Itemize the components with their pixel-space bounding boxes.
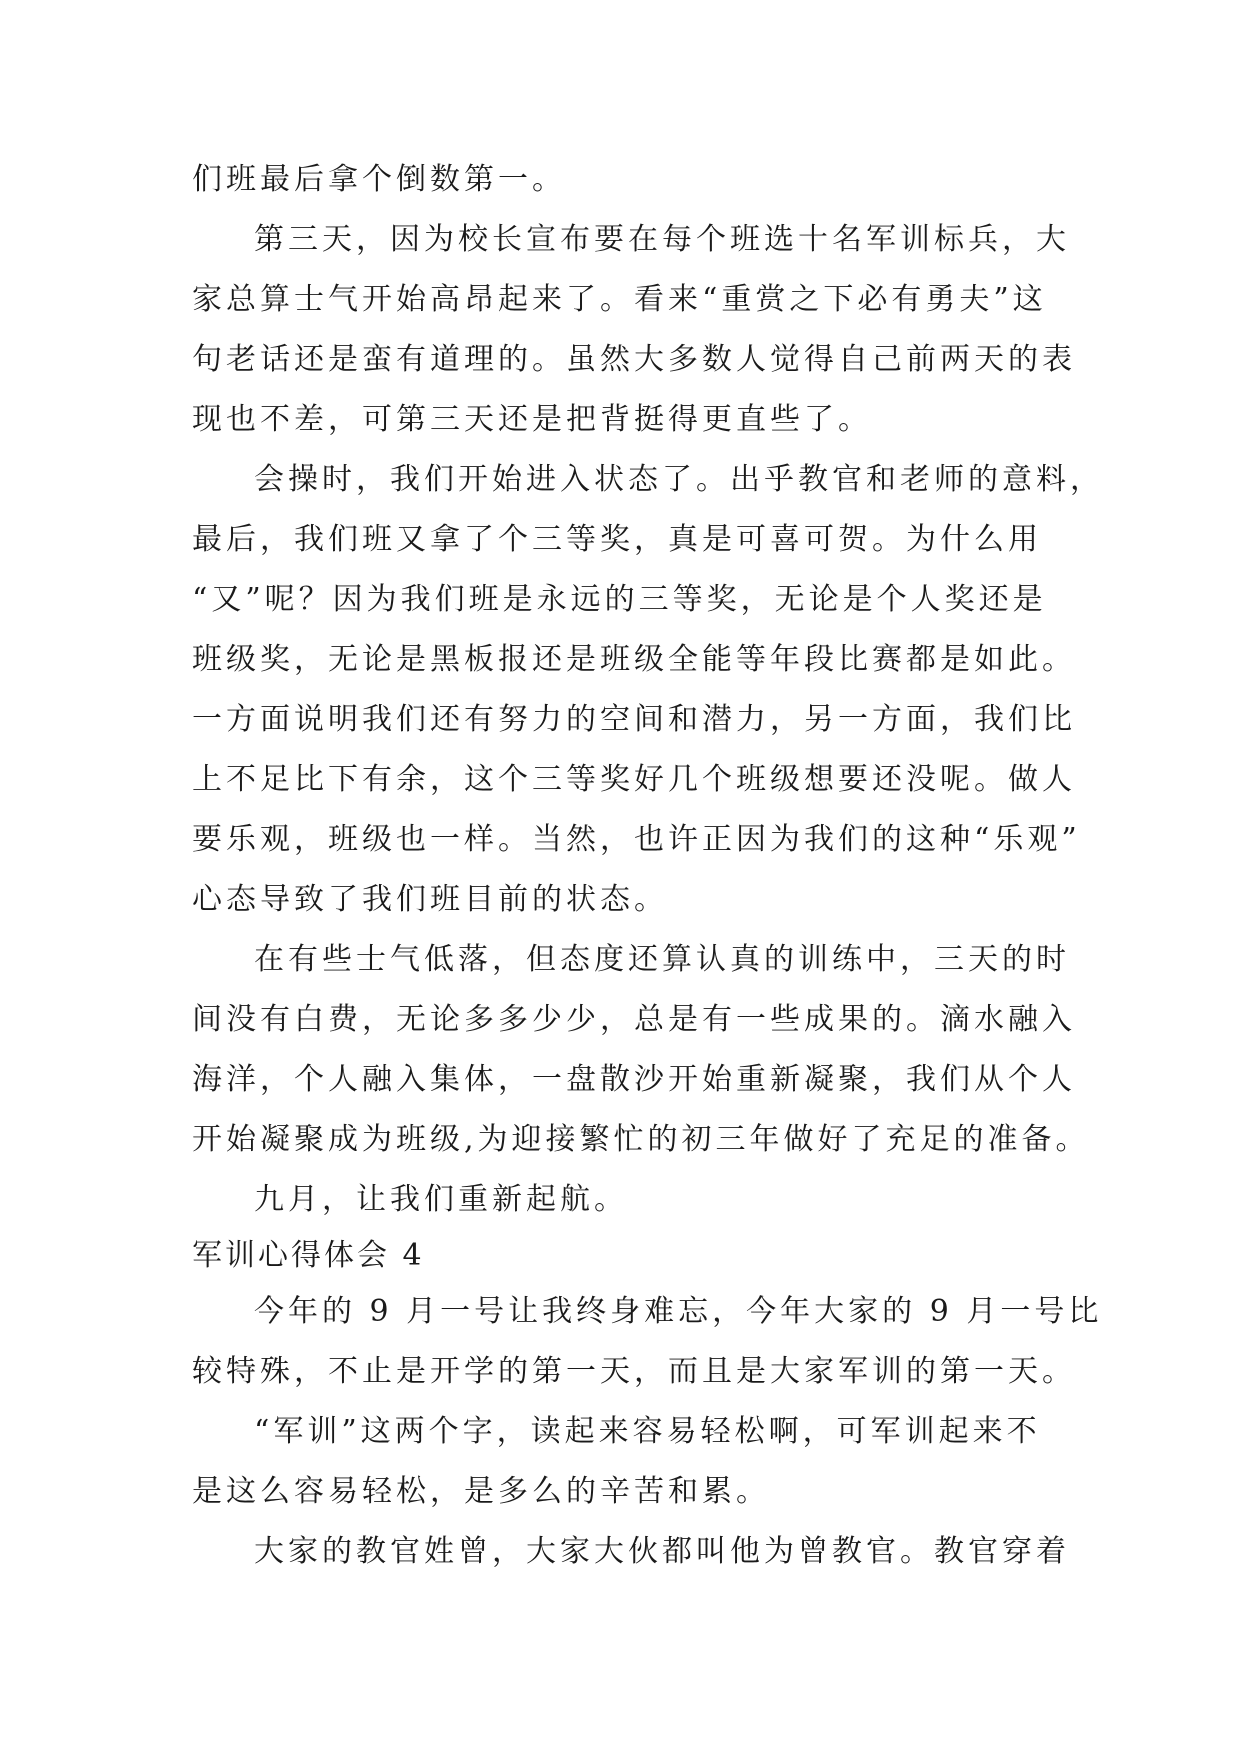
paragraph-first-line: 在有些士气低落，但态度还算认真的训练中，三天的时 xyxy=(254,942,1070,977)
text-line: 间没有白费，无论多多少少，总是有一些成果的。滴水融入 xyxy=(192,1002,1076,1037)
text-line: 们班最后拿个倒数第一。 xyxy=(192,162,566,197)
text-line: 上不足比下有余，这个三等奖好几个班级想要还没呢。做人 xyxy=(192,762,1076,797)
paragraph-first-line: “军训”这两个字，读起来容易轻松啊，可军训起来不 xyxy=(254,1414,1041,1449)
paragraph-first-line: 第三天，因为校长宣布要在每个班选十名军训标兵，大 xyxy=(254,222,1070,257)
text-line: 是这么容易轻松，是多么的辛苦和累。 xyxy=(192,1474,770,1509)
text-line: 家总算士气开始高昂起来了。看来“重赏之下必有勇夫”这 xyxy=(192,282,1047,317)
text-line: 一方面说明我们还有努力的空间和潜力，另一方面，我们比 xyxy=(192,702,1076,737)
text-line: 班级奖，无论是黑板报还是班级全能等年段比赛都是如此。 xyxy=(192,642,1076,677)
text-line: 要乐观，班级也一样。当然，也许正因为我们的这种“乐观” xyxy=(192,822,1081,857)
text-line: 心态导致了我们班目前的状态。 xyxy=(192,882,668,917)
paragraph-first-line: 九月，让我们重新起航。 xyxy=(254,1182,628,1217)
text-line: 现也不差，可第三天还是把背挺得更直些了。 xyxy=(192,402,872,437)
text-line: 最后，我们班又拿了个三等奖，真是可喜可贺。为什么用 xyxy=(192,522,1042,557)
section-heading: 军训心得体会 4 xyxy=(192,1238,425,1273)
document-body xyxy=(192,150,1104,1582)
text-line: 句老话还是蛮有道理的。虽然大多数人觉得自己前两天的表 xyxy=(192,342,1076,377)
paragraph-first-line: 大家的教官姓曾，大家大伙都叫他为曾教官。教官穿着 xyxy=(254,1534,1070,1569)
text-line: 海洋，个人融入集体，一盘散沙开始重新凝聚，我们从个人 xyxy=(192,1062,1076,1097)
paragraph-first-line: 会操时，我们开始进入状态了。出乎教官和老师的意料， xyxy=(254,462,1104,497)
paragraph-first-line: 今年的 9 月一号让我终身难忘，今年大家的 9 月一号比 xyxy=(254,1294,1103,1329)
text-line: 较特殊，不止是开学的第一天，而且是大家军训的第一天。 xyxy=(192,1354,1076,1389)
text-line: 开始凝聚成为班级,为迎接繁忙的初三年做好了充足的准备。 xyxy=(192,1122,1090,1157)
text-line: “又”呢？因为我们班是永远的三等奖，无论是个人奖还是 xyxy=(192,582,1047,617)
